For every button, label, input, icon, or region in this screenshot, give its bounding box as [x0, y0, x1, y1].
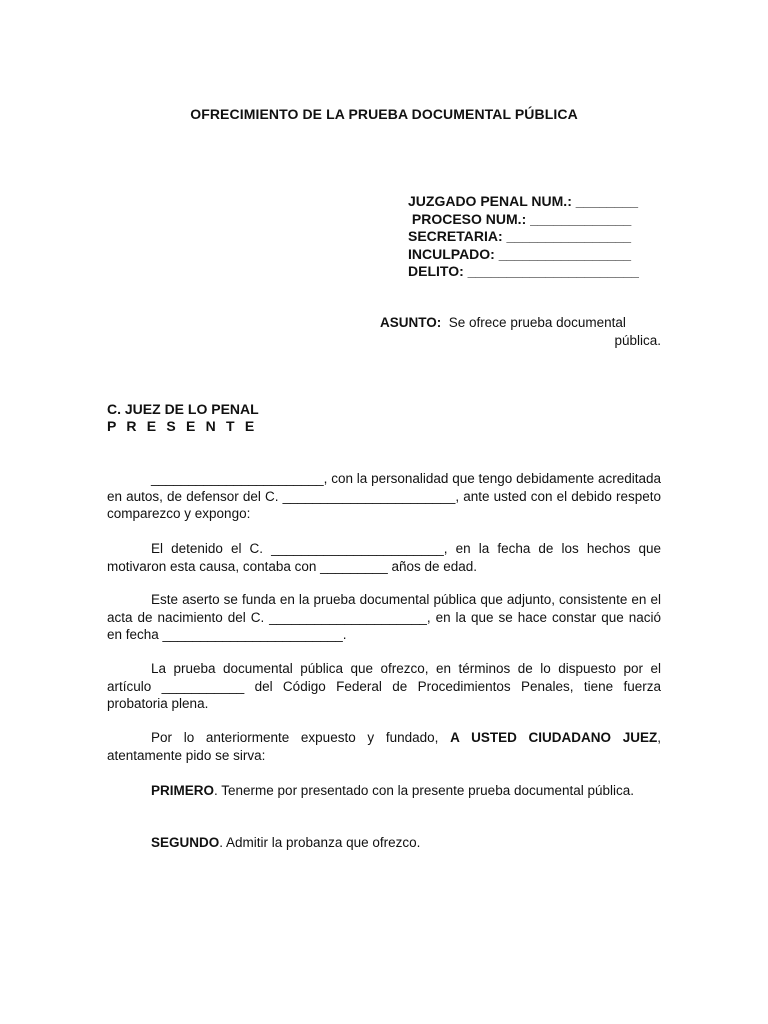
paragraph-peticion: [107, 729, 661, 764]
asunto-block: [380, 314, 661, 350]
paragraph-segundo: [107, 834, 661, 852]
asunto-text-line2: pública.: [614, 333, 661, 348]
paragraph-comparecencia: _______________________, con la personalidad que tengo debidamente acreditada en autos, de defensor del C. _______________________, ante usted con el debido respeto comparezco y expongo:: [107, 471, 661, 521]
document-title: OFRECIMIENTO DE LA PRUEBA DOCUMENTAL PÚBLICA: [190, 106, 578, 122]
primero-text: . Tenerme por presentado con la presente prueba documental pública.: [214, 783, 635, 798]
asunto-label: ASUNTO:: [380, 315, 442, 330]
paragraph-peticion-bold: A USTED CIUDADANO JUEZ: [450, 730, 658, 745]
juzgado-field: JUZGADO PENAL NUM.: ________: [408, 193, 639, 209]
segundo-text: . Admitir la probanza que ofrezco.: [219, 835, 421, 850]
addressee-block: [107, 401, 259, 435]
paragraph-aserto: Este aserto se funda en la prueba documental pública que adjunto, consistente en el acta de nacimiento del C. _____________________, en la que se hace constar que nació en fecha ________________________.: [107, 592, 661, 642]
primero-label: PRIMERO: [151, 783, 215, 798]
segundo-label: SEGUNDO: [151, 835, 220, 850]
addressee-line2: P R E S E N T E: [107, 418, 258, 434]
addressee-line1: C. JUEZ DE LO PENAL: [107, 401, 259, 417]
paragraph-peticion-end: , atentamente pido se sirva:: [107, 730, 662, 763]
paragraph-peticion-text: Por lo anteriormente expuesto y fundado,: [151, 730, 451, 745]
asunto-text-line1: Se ofrece prueba documental: [448, 315, 626, 330]
inculpado-field: INCULPADO: _________________: [408, 245, 632, 262]
paragraph-detenido: El detenido el C. _______________________, en la fecha de los hechos que motivaron esta causa, contaba con _________ años de edad.: [107, 541, 661, 574]
paragraph-primero: [107, 782, 661, 800]
secretaria-field: SECRETARIA: ________________: [408, 228, 632, 244]
case-header-block: [408, 193, 662, 281]
proceso-field: PROCESO NUM.: _____________: [408, 210, 632, 227]
paragraph-prueba: La prueba documental pública que ofrezco, en términos de lo dispuesto por el artículo ___________ del Código Federal de Procedimientos Penales, tiene fuerza probatoria plena.: [107, 661, 661, 711]
delito-field: DELITO: ______________________: [408, 263, 639, 279]
